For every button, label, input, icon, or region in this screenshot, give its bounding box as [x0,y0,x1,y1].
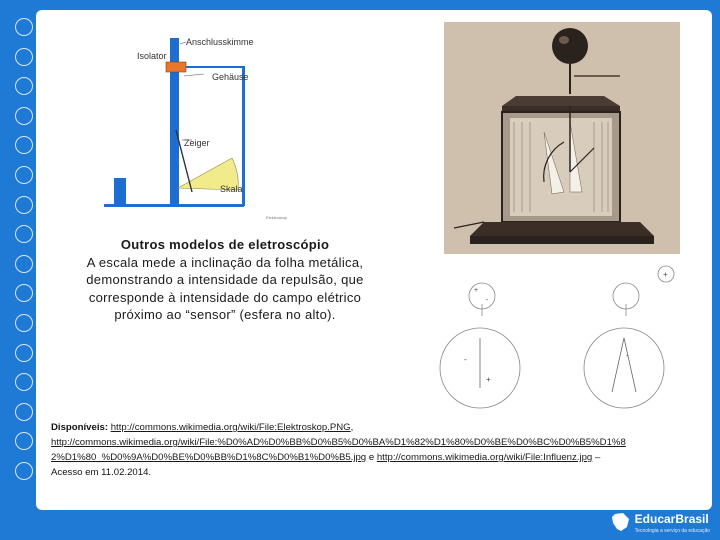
brazil-map-icon [609,511,631,533]
binder-ring [15,18,33,36]
label-scale: Skala [220,184,243,194]
caption-line-4: próximo ao “sensor” (esfera no alto). [114,307,336,322]
sensor-sphere [552,28,588,64]
binder-ring [15,284,33,302]
sign-plus-2: + [663,270,668,279]
binder-ring [15,344,33,362]
educarbrasil-logo [609,508,710,536]
brand-name: EducarBrasil [634,511,709,526]
sign-minus-2: - [464,355,467,364]
sources-access: Acesso em 11.02.2014. [51,467,152,478]
binder-ring [15,255,33,273]
binder-ring [15,225,33,243]
label-isolator: Isolator [137,51,167,61]
label-housing: Gehäuse [212,72,249,82]
electroscope-engraving [444,22,680,254]
sources-dash: – [594,452,601,463]
base-plate [104,204,244,207]
binder-ring [15,48,33,66]
sources-block: Disponíveis: http://commons.wikimedia.org/wiki/File:Elektroskop.PNG, http://commons.wikimedia.org/wiki/File:%D0%AD%D0%BB%D0%B5%D0%BA%D1%82%D1%80%D0%BE%D0%BC%D0%B5%D1%8 2%D1%80_%D0%9A%D0%BE%D0%BB%D1%8C%D0%B1%D0%B5.jpg e http://commons.wikimedia.org/wiki/File:Influenz.jpg – Acesso em 11.02.2014. [51,420,691,480]
left-box [114,178,126,206]
caption-block [60,236,390,324]
sources-label: Disponíveis: [51,422,109,433]
brand-tagline: Tecnologia a serviço da educação [634,527,710,534]
sign-minus-3: - [626,351,629,360]
binder-ring [15,77,33,95]
electroscope-diagram [100,30,300,222]
label-credit: Elektroskop [266,215,287,220]
source-link-3[interactable]: http://commons.wikimedia.org/wiki/File:Influenz.jpg [376,452,593,463]
binder-ring [15,166,33,184]
binder-ring [15,107,33,125]
isolator-block [166,62,186,72]
label-top: Anschlusskimme [186,37,254,47]
sign-plus-1: + [474,287,479,294]
binder-ring [15,373,33,391]
sign-minus-1: - [486,297,489,304]
source-link-2a[interactable]: http://commons.wikimedia.org/wiki/File:%D0%AD%D0%BB%D0%B5%D0%BA%D1%82%D1%80%D0%BE%D0%BC%D0%B5%D1%8 [51,437,626,448]
caption-line-1: A escala mede a inclinação da folha metálica, [86,254,364,270]
binder-ring [15,432,33,450]
sign-plus-3: + [486,375,491,384]
sources-conjunction: e [368,452,375,463]
caption-title: Outros modelos de eletroscópio [120,237,330,252]
binder-ring [15,136,33,154]
source-link-2b[interactable]: 2%D1%80_%D0%9A%D0%BE%D0%BB%D1%8C%D0%B1%D0%B5.jpg [51,452,367,463]
caption-line-2: demonstrando a intensidade da repulsão, que [86,272,364,287]
source-link-1[interactable]: http://commons.wikimedia.org/wiki/File:Elektroskop.PNG [110,422,351,433]
label-pointer: Zeiger [184,138,210,148]
binder-ring [15,403,33,421]
influence-diagram [430,258,692,418]
binder-ring [15,314,33,332]
binder-ring [15,462,33,480]
caption-line-3: corresponde à intensidade do campo elétrico [88,289,362,305]
binder-ring [15,196,33,214]
